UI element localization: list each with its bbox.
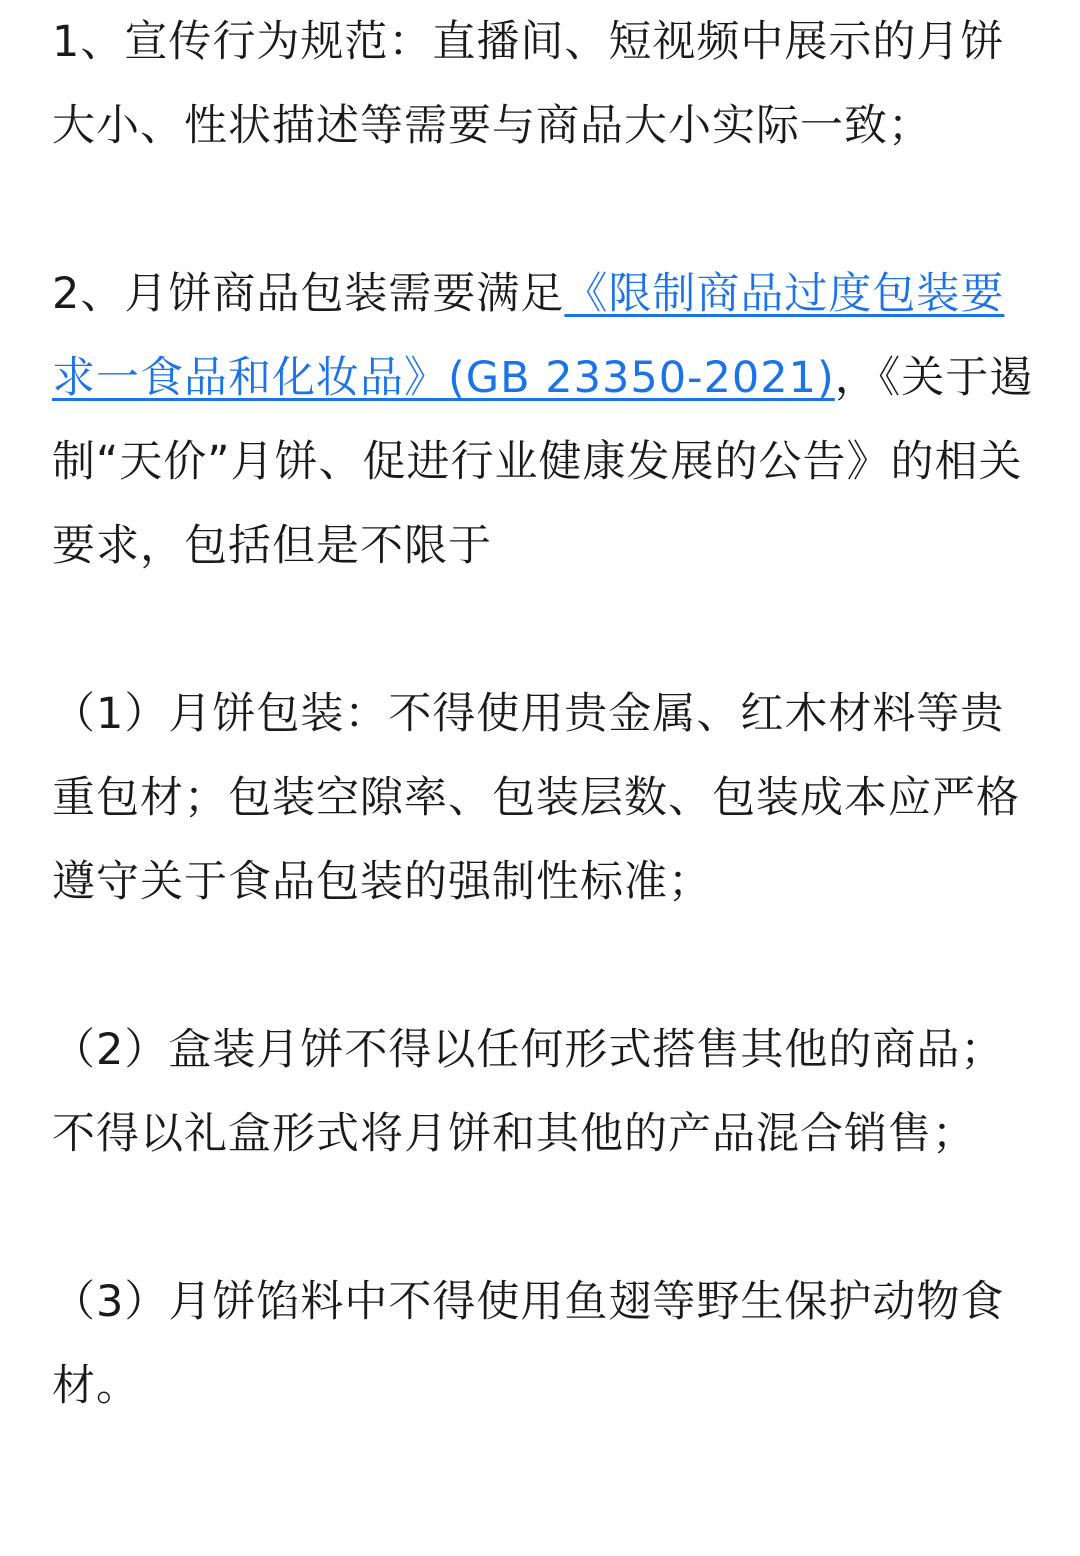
sub-3-text: （3）月饼馅料中不得使用鱼翅等野生保护动物食材。	[52, 1277, 1005, 1411]
sub-1-text: （1）月饼包装：不得使用贵金属、红木材料等贵重包材；包装空隙率、包装层数、包装成本应严格遵守关于食品包装的强制性标准；	[52, 689, 1020, 907]
gb-standard-link[interactable]: 《限制商品过度包装要求一食品和化妆品》(GB 23350-2021)	[52, 269, 1005, 403]
paragraph-sub-1	[52, 672, 1037, 924]
item-2-suffix: ，《关于遏制“天价”月饼、促进行业健康发展的公告》的相关要求，包括但是不限于	[52, 353, 1034, 571]
item-1-text: 1、宣传行为规范：直播间、短视频中展示的月饼大小、性状描述等需要与商品大小实际一致；	[52, 17, 1005, 151]
sub-2-text: （2）盒装月饼不得以任何形式搭售其他的商品；不得以礼盒形式将月饼和其他的产品混合销售；	[52, 1025, 1005, 1159]
paragraph-sub-2	[52, 1008, 1037, 1176]
paragraph-gap	[52, 168, 1037, 252]
paragraph-item-2	[52, 252, 1037, 588]
paragraph-item-1	[52, 0, 1037, 168]
paragraph-gap	[52, 924, 1037, 1008]
paragraph-gap	[52, 1176, 1037, 1260]
article-body	[52, 0, 1037, 1428]
paragraph-sub-3	[52, 1260, 1037, 1428]
paragraph-gap	[52, 588, 1037, 672]
item-2-prefix: 2、月饼商品包装需要满足	[52, 269, 565, 319]
